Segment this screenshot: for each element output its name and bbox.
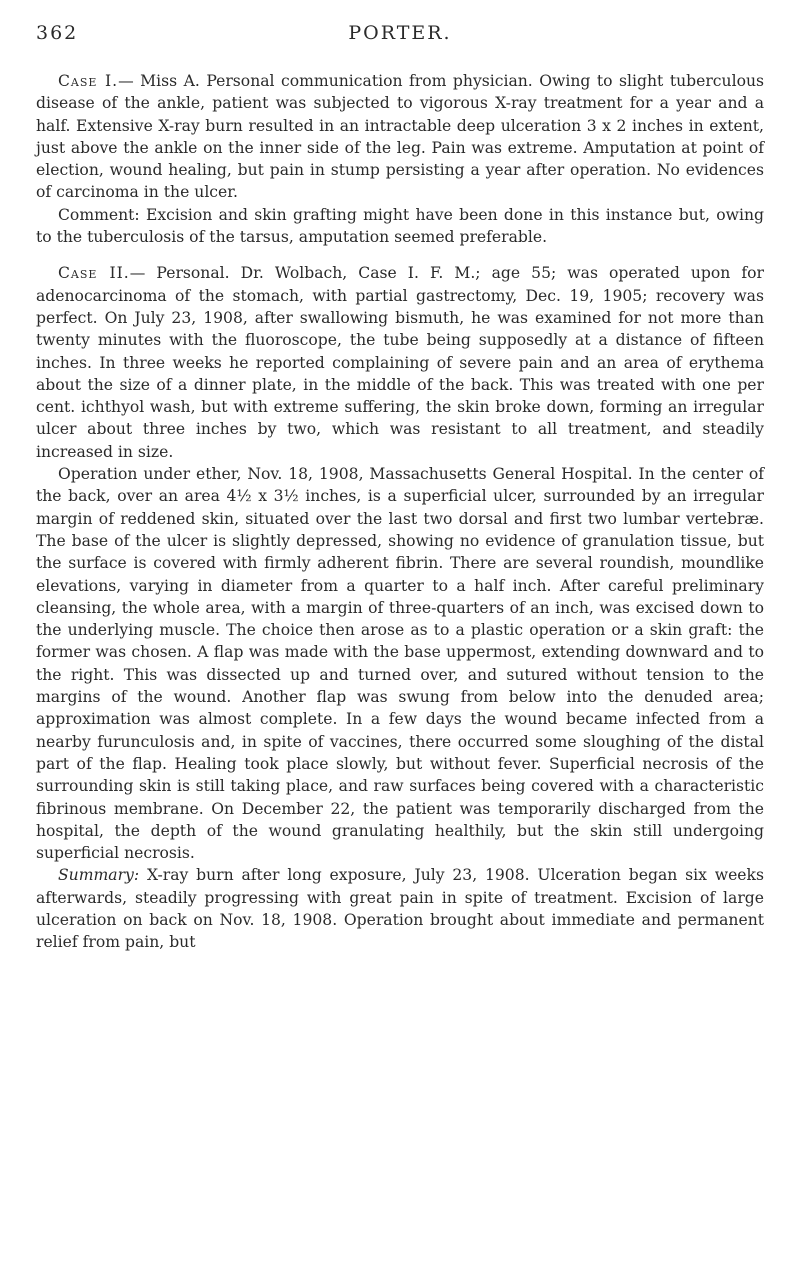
case-2-heading: Case II. <box>58 264 130 283</box>
page-number: 362 <box>36 22 79 44</box>
comment-text: Excision and skin grafting might have been done in this instance but, owing to the tuberculosis of the tarsus, amputation seemed preferable. <box>36 205 764 247</box>
operation-paragraph: Operation under ether, Nov. 18, 1908, Massachusetts General Hospital. In the center of the back, over an area 4½ x 3½ inches, is a superficial ulcer, surrounded by an irregular margin of reddened skin, situated over the last two dorsal and first two lumbar vertebræ. The base of the ulcer is slightly depressed, showing no evidence of granulation tissue, but the surface is covered with firmly adherent fibrin. There are several roundish, moundlike elevations, varying in diameter from a quarter to a half inch. After careful preliminary cleansing, the whole area, with a margin of three-quarters of an inch, was excised down to the underlying muscle. The choice then arose as to a plastic operation or a skin graft: the former was chosen. A flap was made with the base uppermost, extending downward and to the right. This was dissected up and turned over, and sutured without tension to the margins of the wound. Another flap was swung from below into the denuded area; approximation was almost complete. In a few days the wound became infected from a nearby furunculosis and, in spite of vaccines, there occurred some sloughing of the distal part of the flap. Healing took place slowly, but without fever. Superficial necrosis of the surrounding skin is still taking place, and raw surfaces being covered with a characteristic fibrinous membrane. On December 22, the patient was temporarily discharged from the hospital, the depth of the wound granulating healthily, but the skin still undergoing superficial necrosis. <box>36 465 764 863</box>
case-1-paragraph <box>36 70 764 204</box>
page-header <box>0 22 800 52</box>
comment-paragraph <box>36 204 764 249</box>
summary-label: Summary: <box>58 866 140 885</box>
body-text <box>36 70 764 954</box>
running-head: PORTER. <box>348 22 452 44</box>
case-1-heading: Case I. <box>58 72 119 90</box>
case-2-text: — Personal. Dr. Wolbach, Case I. F. M.; age 55; was operated upon for adenocarcinoma of the stomach, with partial gastrectomy, Dec. 19, 1905; recovery was perfect. On July 23, 1908, after swallowing bismuth, he was examined for not more than twenty minutes with the fluoroscope, the tube being supposedly at a distance of fifteen inches. In three weeks he reported complaining of severe pain and an area of erythema about the size of a dinner plate, in the middle of the back. This was treated with one per cent. ichthyol wash, but with extreme suffering, the skin broke down, forming an irregular ulcer about three inches by two, which was resistant to all treatment, and steadily increased in size. <box>36 264 764 461</box>
summary-paragraph <box>36 864 764 953</box>
case-2-paragraph <box>36 262 764 463</box>
summary-text: X-ray burn after long exposure, July 23, 1908. Ulceration began six weeks afterwards, steadily progressing with great pain in spite of treatment. Excision of large ulceration on back on Nov. 18, 1908. Operation brought about immediate and permanent relief from pain, but <box>36 866 764 952</box>
comment-label: Comment: <box>58 205 140 224</box>
case-1-text: — Miss A. Personal communication from physician. Owing to slight tuberculous disease of the ankle, patient was subjected to vigorous X-ray treatment for a year and a half. Extensive X-ray burn resulted in an intractable deep ulceration 3 x 2 inches in extent, just above the ankle on the inner side of the leg. Pain was extreme. Amputation at point of election, wound healing, but pain in stump persisting a year after operation. No evidences of carcinoma in the ulcer. <box>36 72 764 202</box>
